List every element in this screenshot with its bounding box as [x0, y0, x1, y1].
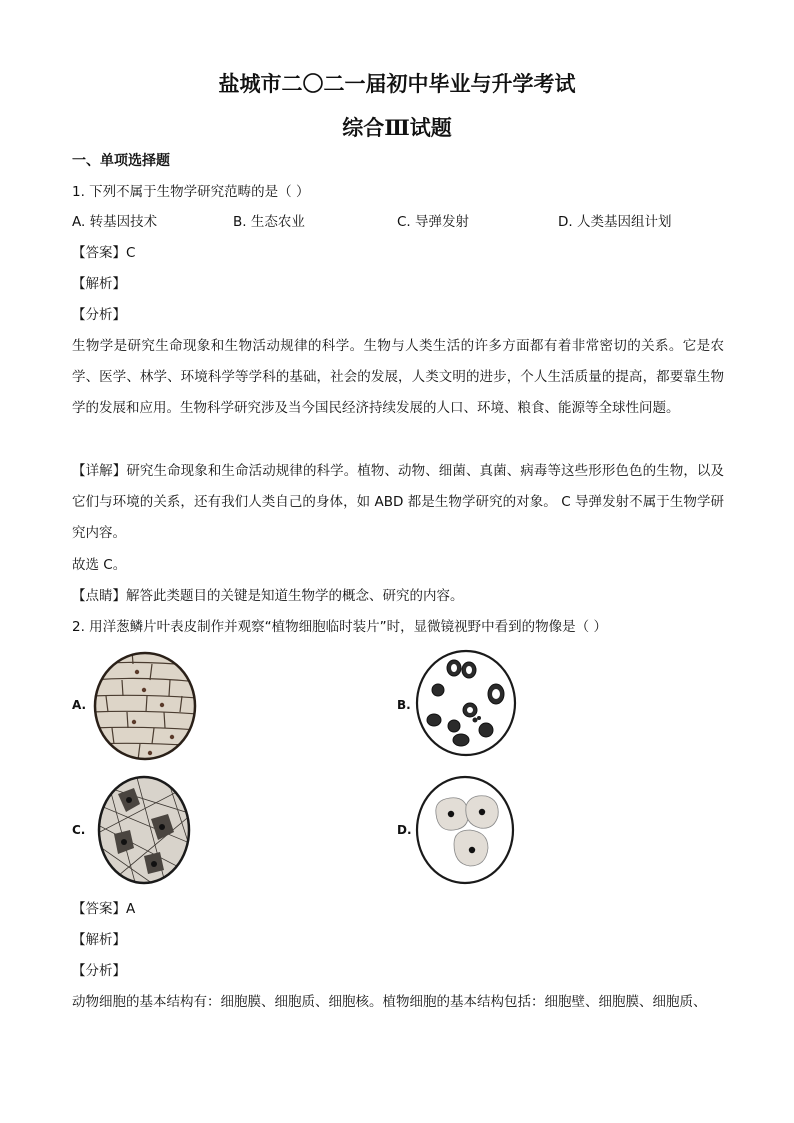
q1-option-d: D. 人类基因组计划 [558, 214, 672, 230]
q2-fenxi: 【分析】 [72, 963, 126, 979]
tissue-image [96, 774, 192, 886]
q1-option-b: B. 生态农业 [233, 214, 305, 230]
q1-analysis: 生物学是研究生命现象和生物活动规律的科学。生物与人类生活的许多方面都有着非常密切的关系。它是农学、医学、林学、环境科学等学科的基础，社会的发展，人类文明的进步，个人生活质量的提高，都要靠生物学的发展和应用。生物科学研究涉及当今国民经济持续发展的人口、环境、粮食、能源等全球性问题。 [72, 338, 724, 416]
q1-option-a: A. 转基因技术 [72, 214, 158, 230]
q2-option-d-label: D. [397, 823, 412, 837]
q1-option-c: C. 导弹发射 [397, 214, 470, 230]
q1-fenxi: 【分析】 [72, 307, 126, 323]
q2-option-b-label: B. [397, 698, 411, 712]
q1-detail: 【详解】研究生命现象和生命活动规律的科学。植物、动物、细菌、真菌、病毒等这些形形色色的生物，以及它们与环境的关系，还有我们人类自己的身体，如 ABD 都是生物学研究的对象。 C 导弹发射不属于生物学研究内容。 [72, 463, 724, 541]
blood-cells-image [414, 648, 518, 758]
q2-stem: 2. 用洋葱鳞片叶表皮制作并观察“植物细胞临时装片”时，显微镜视野中看到的物像是（ ） [72, 619, 607, 635]
q1-jiexi: 【解析】 [72, 276, 126, 292]
onion-epidermis-image [92, 650, 198, 762]
q2-jiexi: 【解析】 [72, 932, 126, 948]
q1-choose: 故选 C。 [72, 557, 127, 573]
cheek-cells-image [414, 774, 516, 886]
q1-stem: 1. 下列不属于生物学研究范畴的是（ ） [72, 184, 310, 200]
q2-option-c-label: C. [72, 823, 86, 837]
q1-tip: 【点睛】解答此类题目的关键是知道生物学的概念、研究的内容。 [72, 588, 464, 604]
section-heading: 一、单项选择题 [72, 153, 170, 169]
q2-analysis: 动物细胞的基本结构有：细胞膜、细胞质、细胞核。植物细胞的基本结构包括：细胞壁、细胞膜、细胞质、 [72, 994, 707, 1010]
page-subtitle: 综合Ⅲ试题 [342, 115, 452, 140]
q2-answer: 【答案】A [72, 901, 136, 917]
page-title: 盐城市二〇二一届初中毕业与升学考试 [218, 71, 576, 96]
q1-answer: 【答案】C [72, 245, 136, 261]
q2-option-a-label: A. [72, 698, 87, 712]
